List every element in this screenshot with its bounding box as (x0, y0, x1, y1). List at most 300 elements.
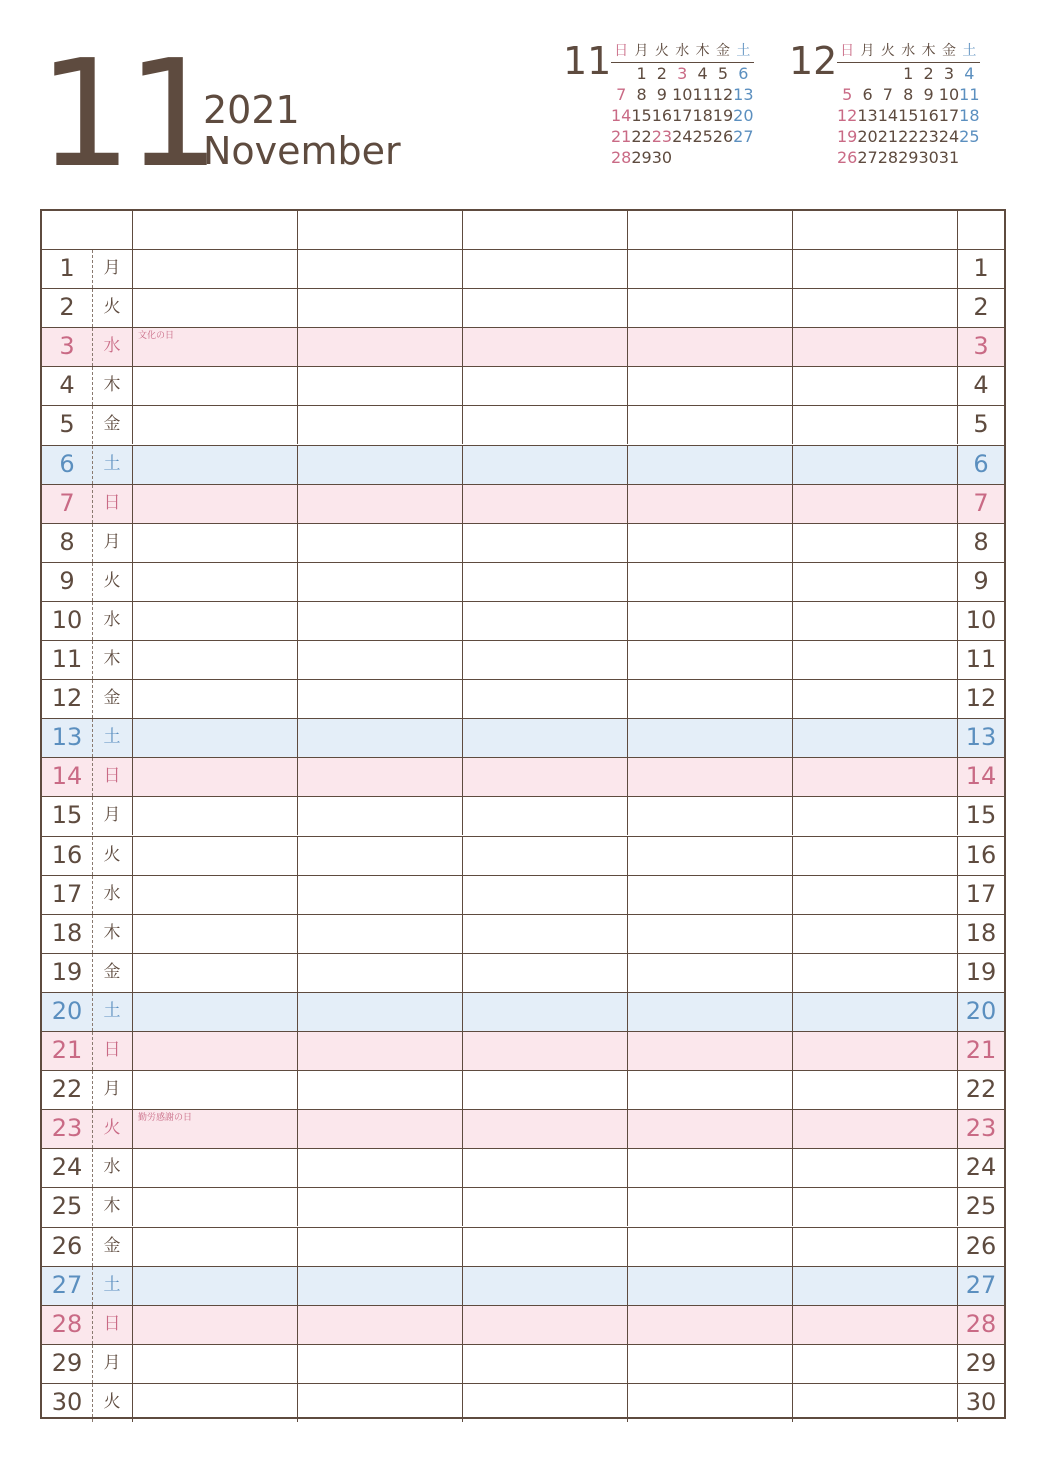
column-divider (627, 328, 628, 366)
dotted-divider (92, 876, 93, 914)
column-divider (957, 1345, 958, 1383)
column-divider (627, 524, 628, 562)
column-divider (462, 1384, 463, 1422)
mini-day-cell (878, 63, 898, 85)
day-row (42, 1148, 1004, 1187)
mini-day-cell: 11 (959, 85, 980, 104)
column-divider (462, 328, 463, 366)
day-number-right: 4 (973, 371, 989, 400)
day-number-right: 14 (965, 762, 997, 791)
day-number: 2 (59, 293, 75, 322)
weekday-label: 金 (103, 414, 121, 435)
column-divider (627, 837, 628, 875)
mini-day-cell: 26 (712, 127, 734, 146)
column-divider (792, 446, 793, 484)
mini-day-cell (672, 147, 692, 168)
weekday-label: 月 (103, 1352, 121, 1373)
weekday-label: 金 (103, 688, 121, 709)
day-number-right: 8 (973, 527, 989, 556)
mini-week-row (611, 84, 754, 105)
column-divider (297, 915, 298, 953)
mini-calendar-month: 12 (789, 39, 838, 83)
column-divider (462, 954, 463, 992)
column-divider (297, 485, 298, 523)
column-divider (792, 1228, 793, 1266)
column-divider (132, 1188, 133, 1226)
weekday-label: 月 (103, 258, 121, 278)
mini-week-row (611, 63, 754, 85)
day-row (42, 601, 1004, 640)
mini-day-cell: 27 (733, 127, 754, 146)
weekday-label: 水 (103, 1157, 121, 1178)
column-divider (792, 1306, 793, 1344)
column-divider (957, 485, 958, 523)
column-divider (957, 367, 958, 405)
column-divider (297, 758, 298, 796)
mini-day-cell: 12 (712, 85, 734, 104)
day-number: 3 (59, 332, 75, 361)
day-number-right: 15 (965, 801, 997, 830)
column-divider (297, 876, 298, 914)
day-row (42, 484, 1004, 523)
mini-day-cell: 8 (903, 85, 914, 104)
mini-day-cell: 7 (616, 85, 627, 104)
mini-day-cell: 16 (918, 106, 939, 125)
column-divider (627, 485, 628, 523)
mini-day-cell: 23 (651, 127, 673, 146)
column-divider (792, 485, 793, 523)
column-divider (132, 758, 133, 796)
column-divider (132, 641, 133, 679)
mini-day-cell: 26 (837, 148, 858, 167)
day-number: 21 (51, 1036, 83, 1064)
column-divider (627, 1149, 628, 1187)
column-divider (462, 1032, 463, 1070)
day-number-right: 30 (965, 1387, 997, 1416)
dotted-divider (92, 406, 93, 444)
column-divider (627, 446, 628, 484)
mini-day-cell: 9 (656, 85, 667, 104)
day-row (42, 914, 1004, 953)
day-number: 13 (51, 723, 83, 752)
mini-day-cell: 3 (943, 64, 955, 83)
column-divider (462, 641, 463, 679)
dotted-divider (92, 250, 93, 288)
column-divider (462, 680, 463, 718)
dotted-divider (92, 1306, 93, 1344)
weekday-label: 日 (103, 766, 121, 787)
dotted-divider (92, 289, 93, 327)
column-divider (462, 602, 463, 640)
day-number-right: 28 (965, 1309, 997, 1338)
dotted-divider (92, 1267, 93, 1305)
column-divider (792, 797, 793, 835)
mini-day-cell: 10 (672, 85, 693, 104)
dotted-divider (92, 797, 93, 835)
column-divider (462, 367, 463, 405)
column-divider (132, 563, 133, 601)
weekday-label: 木 (103, 1196, 121, 1217)
column-divider (297, 1188, 298, 1226)
weekday-label: 日 (103, 492, 121, 513)
column-divider (132, 406, 133, 444)
column-divider (132, 680, 133, 718)
column-divider (297, 1228, 298, 1266)
mini-day-cell (692, 147, 712, 168)
day-number: 9 (59, 566, 75, 595)
day-number: 11 (51, 645, 83, 673)
column-divider (132, 876, 133, 914)
column-divider (462, 797, 463, 835)
column-divider (627, 1306, 628, 1344)
mini-day-cell: 19 (712, 106, 734, 125)
day-row (42, 562, 1004, 601)
column-divider (132, 837, 133, 875)
day-number-right: 13 (965, 723, 997, 752)
mini-day-cell: 28 (877, 148, 899, 167)
weekday-label: 土 (103, 727, 121, 748)
day-number: 20 (51, 996, 83, 1025)
day-number: 10 (51, 605, 83, 634)
column-divider (297, 797, 298, 835)
mini-weekday-cell: 日 (837, 40, 857, 63)
day-number-right: 9 (973, 566, 989, 595)
day-row (42, 992, 1004, 1031)
weekday-label: 月 (103, 805, 121, 826)
day-number: 8 (59, 527, 75, 556)
mini-day-cell: 4 (964, 64, 975, 83)
column-divider (297, 602, 298, 640)
dotted-divider (92, 680, 93, 718)
mini-weekday-cell: 日 (611, 40, 631, 63)
mini-weekday-cell: 月 (631, 40, 651, 63)
column-divider (132, 797, 133, 835)
mini-day-cell: 5 (842, 85, 853, 104)
column-divider (792, 563, 793, 601)
holiday-name: 勤労感謝の日 (138, 1113, 193, 1124)
mini-day-cell: 19 (837, 127, 858, 146)
column-divider (957, 328, 958, 366)
column-divider (462, 837, 463, 875)
column-divider (957, 406, 958, 444)
column-divider (132, 289, 133, 327)
mini-day-cell (713, 147, 733, 168)
column-divider (627, 1071, 628, 1109)
mini-day-cell: 30 (651, 148, 673, 167)
mini-calendar-table (611, 40, 754, 168)
day-number: 22 (51, 1075, 83, 1104)
day-number: 28 (51, 1309, 83, 1338)
column-divider (957, 524, 958, 562)
column-divider (132, 1228, 133, 1266)
mini-week-row (611, 126, 754, 147)
column-divider (957, 1149, 958, 1187)
column-divider (957, 876, 958, 914)
mini-week-row (837, 126, 980, 147)
column-divider (792, 993, 793, 1031)
weekday-label: 金 (103, 961, 121, 982)
day-number-right: 19 (965, 957, 997, 986)
column-divider (297, 1071, 298, 1109)
column-divider (627, 954, 628, 992)
mini-day-cell: 29 (631, 148, 652, 167)
weekday-label: 火 (103, 1118, 121, 1139)
day-number-right: 22 (965, 1075, 997, 1104)
column-divider (627, 1188, 628, 1226)
column-divider (462, 758, 463, 796)
column-divider (957, 1188, 958, 1226)
mini-day-cell: 15 (898, 106, 919, 125)
column-divider (132, 602, 133, 640)
column-divider (792, 367, 793, 405)
column-divider (132, 954, 133, 992)
day-number-right: 23 (965, 1114, 997, 1143)
day-row (42, 1109, 1004, 1148)
column-divider (132, 1345, 133, 1383)
column-divider (627, 563, 628, 601)
dotted-divider (92, 993, 93, 1031)
dotted-divider (92, 719, 93, 757)
column-divider (297, 289, 298, 327)
column-divider (132, 250, 133, 288)
day-number-right: 11 (965, 645, 997, 673)
column-divider (297, 1384, 298, 1422)
day-row (42, 405, 1004, 444)
day-number: 29 (51, 1348, 83, 1377)
day-number-right: 7 (973, 488, 989, 517)
weekday-label: 火 (103, 570, 121, 591)
day-number: 24 (51, 1153, 83, 1182)
column-divider (297, 1149, 298, 1187)
column-divider (627, 1228, 628, 1266)
column-divider (957, 446, 958, 484)
mini-day-cell: 29 (898, 148, 919, 167)
mini-day-cell: 7 (882, 85, 893, 104)
day-row (42, 1383, 1004, 1422)
column-divider (627, 1384, 628, 1422)
mini-day-cell: 1 (903, 64, 914, 83)
column-divider (627, 602, 628, 640)
dotted-divider (92, 758, 93, 796)
column-divider (792, 1032, 793, 1070)
column-divider (957, 1267, 958, 1305)
column-divider (957, 719, 958, 757)
column-divider (792, 837, 793, 875)
mini-week-row (837, 105, 980, 126)
day-number-right: 27 (965, 1270, 997, 1299)
mini-day-cell: 15 (631, 106, 652, 125)
weekday-label: 土 (103, 453, 121, 474)
mini-day-cell: 25 (959, 127, 980, 146)
day-number: 12 (51, 684, 83, 713)
column-divider (462, 1110, 463, 1148)
dotted-divider (92, 1384, 93, 1422)
column-divider (627, 1345, 628, 1383)
day-number: 5 (59, 410, 75, 439)
column-divider (792, 524, 793, 562)
day-number: 16 (51, 840, 83, 869)
day-number: 7 (59, 488, 75, 517)
column-divider (462, 1345, 463, 1383)
weekday-label: 火 (103, 1391, 121, 1412)
weekday-label: 木 (103, 922, 121, 943)
column-divider (792, 1267, 793, 1305)
column-divider (627, 876, 628, 914)
mini-day-cell: 17 (938, 106, 960, 125)
mini-day-cell: 5 (717, 64, 729, 83)
dotted-divider (92, 954, 93, 992)
column-divider (462, 446, 463, 484)
column-divider (957, 758, 958, 796)
mini-day-cell: 6 (738, 64, 749, 83)
column-divider (132, 1071, 133, 1109)
day-number-right: 24 (965, 1153, 997, 1182)
column-divider (462, 876, 463, 914)
day-row (42, 796, 1004, 835)
day-number-right: 3 (973, 332, 989, 361)
dotted-divider (92, 563, 93, 601)
dotted-divider (92, 1032, 93, 1070)
column-divider (957, 993, 958, 1031)
column-divider (627, 797, 628, 835)
column-divider (132, 211, 133, 249)
column-divider (792, 641, 793, 679)
column-divider (957, 602, 958, 640)
column-divider (792, 915, 793, 953)
weekday-label: 日 (103, 1313, 121, 1334)
column-divider (462, 485, 463, 523)
dotted-divider (92, 446, 93, 484)
mini-day-cell: 27 (857, 148, 878, 167)
column-divider (132, 1110, 133, 1148)
column-divider (462, 250, 463, 288)
column-divider (132, 524, 133, 562)
column-divider (297, 993, 298, 1031)
mini-day-cell: 24 (938, 127, 960, 146)
mini-weekday-row (611, 40, 754, 63)
mini-day-cell (733, 147, 753, 168)
mini-day-cell: 4 (697, 64, 708, 83)
mini-day-cell: 14 (877, 106, 899, 125)
column-divider (297, 1306, 298, 1344)
column-divider (462, 211, 463, 249)
dotted-divider (92, 328, 93, 366)
column-divider (297, 837, 298, 875)
column-divider (132, 1032, 133, 1070)
mini-weekday-cell: 木 (692, 40, 712, 63)
column-divider (957, 1032, 958, 1070)
column-divider (627, 680, 628, 718)
mini-day-cell: 8 (636, 85, 647, 104)
dotted-divider (92, 1071, 93, 1109)
weekday-label: 日 (103, 1040, 121, 1060)
column-divider (957, 1071, 958, 1109)
column-divider (132, 1384, 133, 1422)
mini-day-cell: 13 (857, 106, 878, 125)
column-divider (627, 993, 628, 1031)
weekday-label: 木 (103, 375, 121, 396)
weekday-label: 水 (103, 883, 121, 904)
column-divider (957, 1384, 958, 1422)
mini-day-cell: 21 (877, 127, 899, 146)
column-divider (297, 1032, 298, 1070)
column-divider (792, 680, 793, 718)
weekday-label: 月 (103, 1079, 121, 1100)
weekday-label: 水 (103, 609, 121, 630)
mini-day-cell: 14 (611, 106, 632, 125)
mini-day-cell: 20 (857, 127, 878, 146)
mini-weekday-cell: 水 (898, 40, 918, 63)
day-number-right: 29 (965, 1348, 997, 1377)
day-number-right: 25 (965, 1192, 997, 1221)
day-number: 14 (51, 762, 83, 791)
column-divider (132, 993, 133, 1031)
column-divider (957, 954, 958, 992)
column-divider (792, 211, 793, 249)
day-row (42, 1344, 1004, 1383)
mini-day-cell: 30 (918, 148, 939, 167)
column-divider (627, 915, 628, 953)
column-divider (957, 1306, 958, 1344)
day-row (42, 757, 1004, 796)
column-divider (957, 211, 958, 249)
day-number: 27 (51, 1270, 83, 1299)
day-row (42, 1227, 1004, 1266)
mini-day-cell: 16 (651, 106, 673, 125)
header-row (42, 211, 1004, 249)
mini-day-cell (611, 63, 631, 85)
day-row (42, 1187, 1004, 1226)
column-divider (462, 1149, 463, 1187)
weekday-label: 月 (103, 531, 121, 552)
day-number: 4 (59, 371, 75, 400)
mini-day-cell: 9 (923, 85, 934, 104)
day-number-right: 18 (965, 918, 997, 947)
mini-weekday-cell: 金 (939, 40, 959, 63)
mini-day-cell (857, 63, 877, 85)
column-divider (627, 758, 628, 796)
column-divider (462, 563, 463, 601)
dotted-divider (92, 602, 93, 640)
mini-weekday-cell: 木 (918, 40, 938, 63)
day-number-right: 6 (973, 449, 989, 478)
column-divider (297, 524, 298, 562)
mini-weekday-cell: 土 (959, 40, 979, 63)
dotted-divider (92, 837, 93, 875)
dotted-divider (92, 524, 93, 562)
column-divider (957, 1228, 958, 1266)
day-number-right: 16 (965, 840, 997, 869)
column-divider (627, 367, 628, 405)
mini-day-cell: 2 (923, 64, 934, 83)
column-divider (792, 1188, 793, 1226)
day-number: 15 (51, 801, 83, 830)
column-divider (132, 1306, 133, 1344)
mini-day-cell: 12 (837, 106, 858, 125)
day-number-right: 10 (965, 605, 997, 634)
dotted-divider (92, 915, 93, 953)
day-number: 1 (59, 254, 75, 282)
column-divider (627, 250, 628, 288)
column-divider (297, 1345, 298, 1383)
weekday-label: 金 (103, 1235, 121, 1256)
weekday-label: 火 (103, 297, 121, 318)
day-number: 30 (51, 1387, 83, 1416)
mini-weekday-cell: 月 (857, 40, 877, 63)
mini-day-cell: 21 (611, 127, 632, 146)
column-divider (957, 837, 958, 875)
column-divider (462, 524, 463, 562)
